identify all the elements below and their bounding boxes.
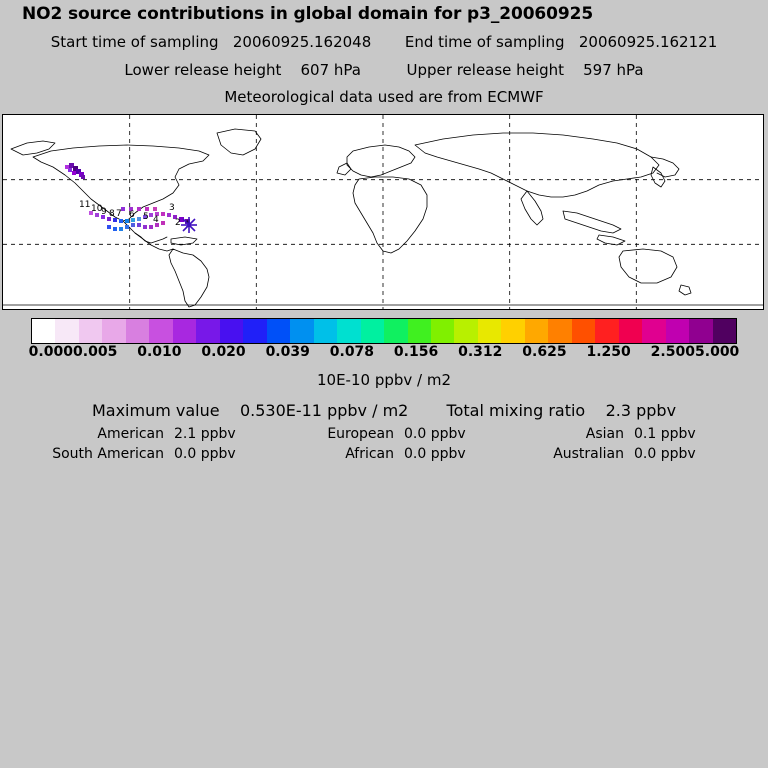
upper-release-value: 597 hPa [583,61,644,79]
colorbar-cell-15 [384,319,407,343]
hour-label-5: 5 [143,212,149,222]
upper-release-label: Upper release height [406,61,564,79]
region-label-south-american: South American [52,446,164,462]
hour-label-11: 11 [79,200,91,210]
colorbar-cell-28 [689,319,712,343]
meteo-source-line: Meteorological data used are from ECMWF [224,88,544,106]
world-map-panel [2,114,764,310]
colorbar-cell-5 [149,319,172,343]
start-time-value: 20060925.162048 [232,33,372,51]
colorbar-tick-10: 2.500 [650,344,695,360]
region-label-american: American [97,426,164,442]
colorbar-cell-24 [595,319,618,343]
end-time-label: End time of sampling [404,33,565,51]
colorbar [31,318,737,344]
region-label-african: African [345,446,394,462]
region-contributions [0,426,768,462]
colorbar-tick-0: 0.000 [28,344,73,360]
colorbar-cell-6 [173,319,196,343]
colorbar-cell-19 [478,319,501,343]
colorbar-cell-10 [267,319,290,343]
hour-label-6: 6 [129,210,135,220]
colorbar-tick-4: 0.039 [265,344,310,360]
end-time-value: 20060925.162121 [578,33,718,51]
hour-label-4: 4 [153,215,159,225]
colorbar-cell-3 [102,319,125,343]
colorbar-cell-8 [220,319,243,343]
region-label-asian: Asian [585,426,624,442]
colorbar-cell-16 [408,319,431,343]
colorbar-cell-21 [525,319,548,343]
total-mixing-ratio-value: 2.3 ppbv [605,401,677,420]
region-value-american: 2.1 ppbv [174,426,236,442]
release-marker-star [181,217,197,233]
colorbar-tick-7: 0.312 [458,344,503,360]
hour-label-1: 1 [185,220,191,230]
colorbar-cell-29 [713,319,736,343]
region-value-south-american: 0.0 ppbv [174,446,236,462]
region-value-african: 0.0 ppbv [404,446,466,462]
region-label-european: European [327,426,394,442]
release-height-line [0,61,768,79]
colorbar-tick-6: 0.156 [393,344,439,360]
hour-label-8: 8 [109,209,115,219]
colorbar-tick-labels [0,344,768,362]
hour-label-10: 10 [91,204,103,214]
region-value-australian: 0.0 ppbv [634,446,696,462]
colorbar-cell-7 [196,319,219,343]
colorbar-cell-14 [361,319,384,343]
colorbar-cell-26 [642,319,665,343]
colorbar-cell-9 [243,319,266,343]
colorbar-cell-23 [572,319,595,343]
colorbar-tick-2: 0.010 [137,344,182,360]
hour-label-7: 7 [116,209,122,219]
colorbar-cell-22 [548,319,571,343]
region-label-australian: Australian [553,446,624,462]
colorbar-cell-2 [79,319,102,343]
colorbar-tick-11: 5.000 [695,344,740,360]
region-value-asian: 0.1 ppbv [634,426,696,442]
colorbar-cell-18 [454,319,477,343]
colorbar-cell-1 [55,319,78,343]
colorbar-cell-25 [619,319,642,343]
colorbar-cell-20 [501,319,524,343]
colorbar-unit-label: 10E-10 ppbv / m2 [316,371,452,389]
hour-label-2: 2 [175,218,181,228]
colorbar-tick-3: 0.020 [201,344,246,360]
colorbar-tick-8: 0.625 [522,344,567,360]
colorbar-tick-9: 1.250 [586,344,631,360]
hour-label-3: 3 [169,203,175,213]
colorbar-cell-4 [126,319,149,343]
world-map [3,115,763,309]
colorbar-tick-1: 0.005 [73,344,118,360]
colorbar-cell-0 [32,319,55,343]
colorbar-cell-11 [290,319,313,343]
colorbar-cell-17 [431,319,454,343]
page-title: NO2 source contributions in global domain for p3_20060925 [22,4,594,24]
lower-release-value: 607 hPa [300,61,361,79]
colorbar-cell-13 [337,319,360,343]
colorbar-cell-27 [666,319,689,343]
max-and-total-row [0,401,768,420]
region-value-european: 0.0 ppbv [404,426,466,442]
start-time-label: Start time of sampling [50,33,219,51]
plume-footprint [65,163,190,231]
max-value-label: Maximum value [91,401,220,420]
statistics-block [0,401,768,462]
colorbar-cell-12 [314,319,337,343]
max-value: 0.530E-11 ppbv / m2 [239,401,409,420]
hour-label-9: 9 [101,207,107,217]
total-mixing-ratio-label: Total mixing ratio [446,401,586,420]
sampling-time-line [0,33,768,51]
lower-release-label: Lower release height [124,61,282,79]
colorbar-tick-5: 0.078 [329,344,375,360]
